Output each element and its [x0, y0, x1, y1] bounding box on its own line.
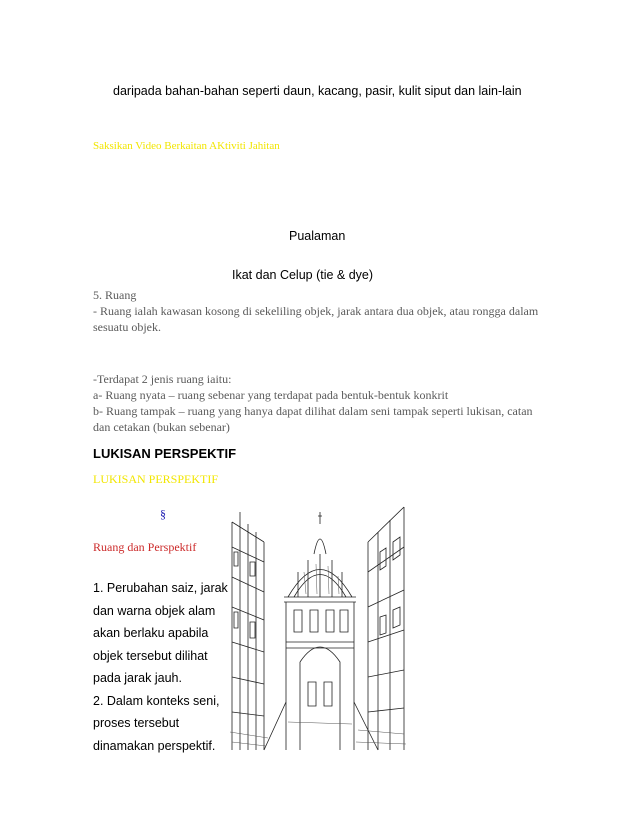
- ruang-type-a: a- Ruang nyata – ruang sebenar yang terdapat pada bentuk-bentuk konkrit: [93, 388, 449, 402]
- ruang-heading: 5. Ruang: [93, 288, 137, 302]
- point-line: dinamakan perspektif.: [93, 738, 216, 753]
- ruang-types-intro: -Terdapat 2 jenis ruang iaitu:: [93, 372, 232, 386]
- section-heading-link[interactable]: LUKISAN PERSPEKTIF: [93, 472, 219, 486]
- perspective-points: [93, 577, 228, 757]
- section-bullet-icon: §: [160, 507, 166, 521]
- architectural-sketch-image: [228, 502, 409, 752]
- point-line: 1. Perubahan saiz, jarak: [93, 581, 228, 595]
- point-line: proses tersebut: [93, 716, 180, 730]
- ikat-celup-title: Ikat dan Celup (tie & dye): [232, 268, 374, 282]
- point-line: akan berlaku apabila: [93, 626, 209, 640]
- intro-line: daripada bahan-bahan seperti daun, kacang, pasir, kulit siput dan lain-lain: [113, 84, 522, 98]
- video-link[interactable]: Saksikan Video Berkaitan AKtiviti Jahitan: [93, 140, 280, 152]
- ruang-perspektif-title: Ruang dan Perspektif: [93, 540, 197, 554]
- section-heading: LUKISAN PERSPEKTIF: [93, 446, 237, 461]
- point-line: objek tersebut dilihat: [93, 648, 208, 663]
- ruang-type-b: b- Ruang tampak – ruang yang hanya dapat dilihat dalam seni tampak seperti lukisan, catan dan cetakan (bukan sebenar): [93, 404, 533, 434]
- ruang-description: - Ruang ialah kawasan kosong di sekeliling objek, jarak antara dua objek, atau rongga dalam sesuatu objek.: [93, 304, 539, 334]
- pualaman-label: Pualaman: [289, 229, 346, 243]
- ruang-types: [93, 371, 543, 435]
- point-line: pada jarak jauh.: [93, 671, 182, 685]
- point-line: 2. Dalam konteks seni,: [93, 693, 220, 708]
- point-line: dan warna objek alam: [93, 603, 216, 618]
